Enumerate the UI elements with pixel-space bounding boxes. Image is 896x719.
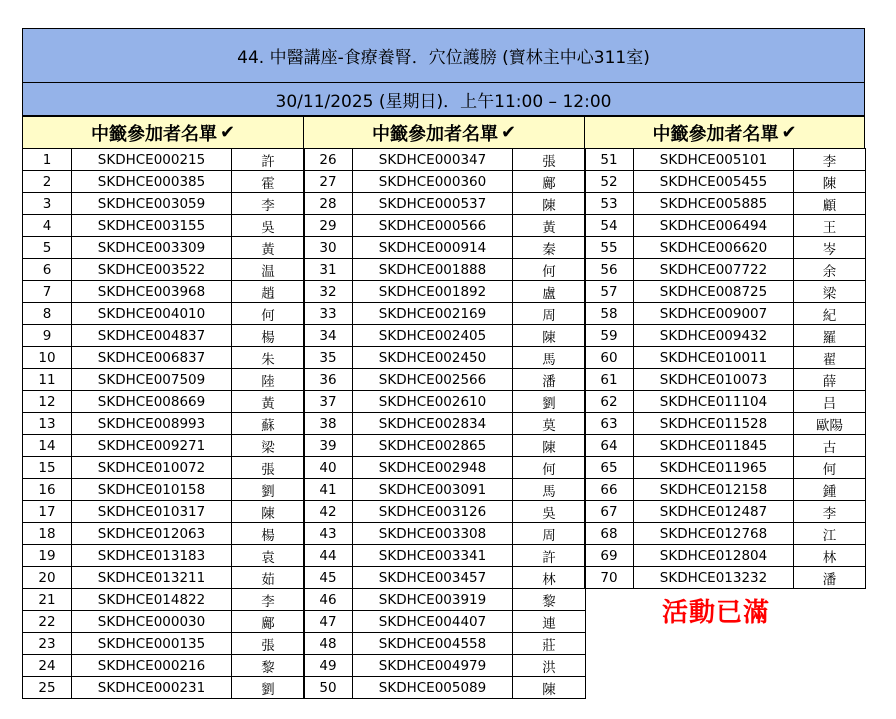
table-row (585, 193, 866, 215)
row-number: 47 (304, 611, 353, 633)
member-surname: 潘 (513, 369, 586, 391)
member-id: SKDHCE011965 (634, 457, 794, 479)
row-number: 68 (585, 523, 634, 545)
member-id: SKDHCE003091 (353, 479, 513, 501)
row-number: 18 (23, 523, 72, 545)
member-surname: 吕 (794, 391, 866, 413)
row-number: 30 (304, 237, 353, 259)
table-row (585, 369, 866, 391)
column-header-1 (22, 116, 304, 149)
table-row (585, 347, 866, 369)
member-id: SKDHCE012063 (72, 523, 232, 545)
member-id: SKDHCE000537 (353, 193, 513, 215)
member-id: SKDHCE008993 (72, 413, 232, 435)
member-id: SKDHCE005101 (634, 149, 794, 171)
member-surname: 黃 (232, 237, 305, 259)
check-mark-icon: ✔ (219, 122, 236, 143)
row-number: 29 (304, 215, 353, 237)
table-row (304, 413, 586, 435)
table-row (23, 479, 305, 501)
event-title: 44. 中醫講座-食療養腎．穴位護膀 (寶林主中心311室) (237, 48, 650, 68)
row-number: 1 (23, 149, 72, 171)
member-surname: 連 (513, 611, 586, 633)
member-surname: 李 (794, 501, 866, 523)
member-surname: 梁 (794, 281, 866, 303)
table-row (304, 237, 586, 259)
member-id: SKDHCE000914 (353, 237, 513, 259)
row-number: 69 (585, 545, 634, 567)
table-row (304, 347, 586, 369)
member-surname: 梁 (232, 435, 305, 457)
member-id: SKDHCE010073 (634, 369, 794, 391)
row-number: 33 (304, 303, 353, 325)
member-id: SKDHCE003309 (72, 237, 232, 259)
member-surname: 秦 (513, 237, 586, 259)
row-number: 60 (585, 347, 634, 369)
member-surname: 袁 (232, 545, 305, 567)
column-header-2 (303, 116, 585, 149)
row-number: 66 (585, 479, 634, 501)
member-id: SKDHCE000231 (72, 677, 232, 699)
table-row (304, 655, 586, 677)
member-surname: 吳 (232, 215, 305, 237)
row-number: 11 (23, 369, 72, 391)
table-row (23, 193, 305, 215)
table-row (304, 457, 586, 479)
member-surname: 薛 (794, 369, 866, 391)
member-id: SKDHCE003308 (353, 523, 513, 545)
table-row (585, 545, 866, 567)
column-header-label: 中籤參加者名單 (371, 123, 498, 145)
member-surname: 朱 (232, 347, 305, 369)
row-number: 70 (585, 567, 634, 589)
row-number: 43 (304, 523, 353, 545)
member-surname: 莊 (513, 633, 586, 655)
member-surname: 紀 (794, 303, 866, 325)
member-surname: 張 (513, 149, 586, 171)
table-row (23, 149, 305, 171)
table-row (23, 259, 305, 281)
member-id: SKDHCE001888 (353, 259, 513, 281)
member-surname: 劉 (232, 677, 305, 699)
table-row (23, 303, 305, 325)
row-number: 17 (23, 501, 72, 523)
row-number: 62 (585, 391, 634, 413)
table-row (23, 545, 305, 567)
table-row (304, 435, 586, 457)
row-number: 50 (304, 677, 353, 699)
table-row (304, 259, 586, 281)
member-surname: 黎 (513, 589, 586, 611)
member-surname: 劉 (513, 391, 586, 413)
table-row (23, 347, 305, 369)
table-row (23, 523, 305, 545)
row-number: 41 (304, 479, 353, 501)
row-number: 57 (585, 281, 634, 303)
row-number: 15 (23, 457, 72, 479)
member-surname: 岑 (794, 237, 866, 259)
row-number: 24 (23, 655, 72, 677)
member-surname: 余 (794, 259, 866, 281)
member-surname: 鍾 (794, 479, 866, 501)
member-id: SKDHCE002566 (353, 369, 513, 391)
member-surname: 江 (794, 523, 866, 545)
table-row (304, 369, 586, 391)
row-number: 38 (304, 413, 353, 435)
member-id: SKDHCE000360 (353, 171, 513, 193)
member-surname: 陸 (232, 369, 305, 391)
row-number: 13 (23, 413, 72, 435)
member-id: SKDHCE013183 (72, 545, 232, 567)
table-row (304, 589, 586, 611)
row-number: 36 (304, 369, 353, 391)
event-title-banner (22, 28, 865, 83)
member-surname: 古 (794, 435, 866, 457)
event-date: 30/11/2025 (星期日)．上午11:00 – 12:00 (275, 91, 612, 112)
member-surname: 陳 (513, 435, 586, 457)
member-id: SKDHCE000030 (72, 611, 232, 633)
member-id: SKDHCE008669 (72, 391, 232, 413)
member-surname: 馬 (513, 479, 586, 501)
row-number: 42 (304, 501, 353, 523)
table-row (304, 193, 586, 215)
member-surname: 周 (513, 303, 586, 325)
table-row (23, 589, 305, 611)
table-row (304, 633, 586, 655)
member-surname: 羅 (794, 325, 866, 347)
table-row (304, 523, 586, 545)
table-row (23, 655, 305, 677)
member-id: SKDHCE014822 (72, 589, 232, 611)
row-number: 39 (304, 435, 353, 457)
row-number: 56 (585, 259, 634, 281)
row-number: 35 (304, 347, 353, 369)
member-id: SKDHCE003457 (353, 567, 513, 589)
member-id: SKDHCE005089 (353, 677, 513, 699)
member-surname: 李 (232, 193, 305, 215)
member-surname: 何 (513, 259, 586, 281)
table-row (23, 457, 305, 479)
member-id: SKDHCE000215 (72, 149, 232, 171)
row-number: 45 (304, 567, 353, 589)
table-row (585, 171, 866, 193)
row-number: 28 (304, 193, 353, 215)
row-number: 8 (23, 303, 72, 325)
member-surname: 黃 (513, 215, 586, 237)
member-id: SKDHCE003919 (353, 589, 513, 611)
column-header-3 (584, 116, 865, 149)
table-row (585, 501, 866, 523)
member-surname: 陳 (513, 325, 586, 347)
member-id: SKDHCE007722 (634, 259, 794, 281)
row-number: 67 (585, 501, 634, 523)
member-surname: 茹 (232, 567, 305, 589)
member-id: SKDHCE010317 (72, 501, 232, 523)
row-number: 10 (23, 347, 72, 369)
member-id: SKDHCE004407 (353, 611, 513, 633)
row-number: 22 (23, 611, 72, 633)
table-row (304, 325, 586, 347)
table-row (304, 501, 586, 523)
member-id: SKDHCE013232 (634, 567, 794, 589)
member-surname: 楊 (232, 523, 305, 545)
member-surname: 林 (794, 545, 866, 567)
check-mark-icon: ✔ (781, 122, 797, 143)
member-surname: 張 (232, 457, 305, 479)
member-id: SKDHCE002169 (353, 303, 513, 325)
member-id: SKDHCE010072 (72, 457, 232, 479)
member-surname: 趙 (232, 281, 305, 303)
table-row (23, 281, 305, 303)
row-number: 53 (585, 193, 634, 215)
check-mark-icon: ✔ (500, 122, 517, 143)
member-surname: 楊 (232, 325, 305, 347)
member-id: SKDHCE002450 (353, 347, 513, 369)
table-row (304, 215, 586, 237)
row-number: 25 (23, 677, 72, 699)
table-row (23, 237, 305, 259)
table-row (23, 369, 305, 391)
row-number: 19 (23, 545, 72, 567)
table-row (585, 303, 866, 325)
member-id: SKDHCE003968 (72, 281, 232, 303)
member-id: SKDHCE004010 (72, 303, 232, 325)
row-number: 64 (585, 435, 634, 457)
member-surname: 王 (794, 215, 866, 237)
row-number: 65 (585, 457, 634, 479)
member-id: SKDHCE003522 (72, 259, 232, 281)
table-row (23, 413, 305, 435)
member-id: SKDHCE001892 (353, 281, 513, 303)
member-surname: 何 (794, 457, 866, 479)
row-number: 23 (23, 633, 72, 655)
member-id: SKDHCE012158 (634, 479, 794, 501)
row-number: 9 (23, 325, 72, 347)
row-number: 6 (23, 259, 72, 281)
row-number: 3 (23, 193, 72, 215)
table-row (585, 237, 866, 259)
member-surname: 温 (232, 259, 305, 281)
member-id: SKDHCE013211 (72, 567, 232, 589)
member-id: SKDHCE011528 (634, 413, 794, 435)
member-surname: 鄺 (232, 611, 305, 633)
member-id: SKDHCE008725 (634, 281, 794, 303)
roster-table-2 (303, 148, 586, 699)
table-row (585, 567, 866, 589)
table-row (23, 435, 305, 457)
member-surname: 盧 (513, 281, 586, 303)
member-id: SKDHCE011845 (634, 435, 794, 457)
table-row (304, 545, 586, 567)
table-row (23, 171, 305, 193)
member-surname: 黃 (232, 391, 305, 413)
row-number: 7 (23, 281, 72, 303)
row-number: 44 (304, 545, 353, 567)
row-number: 5 (23, 237, 72, 259)
table-row (304, 303, 586, 325)
table-row (304, 677, 586, 699)
member-surname: 顧 (794, 193, 866, 215)
member-surname: 翟 (794, 347, 866, 369)
member-id: SKDHCE000216 (72, 655, 232, 677)
roster-table-1 (22, 148, 305, 699)
table-row (304, 567, 586, 589)
table-row (23, 567, 305, 589)
row-number: 20 (23, 567, 72, 589)
member-surname: 張 (232, 633, 305, 655)
column-header-label: 中籤參加者名單 (652, 123, 779, 145)
table-row (304, 611, 586, 633)
member-id: SKDHCE003155 (72, 215, 232, 237)
member-id: SKDHCE007509 (72, 369, 232, 391)
member-id: SKDHCE000385 (72, 171, 232, 193)
table-row (23, 677, 305, 699)
member-surname: 馬 (513, 347, 586, 369)
member-surname: 何 (232, 303, 305, 325)
member-id: SKDHCE002948 (353, 457, 513, 479)
member-id: SKDHCE002405 (353, 325, 513, 347)
member-id: SKDHCE006837 (72, 347, 232, 369)
table-row (585, 325, 866, 347)
table-row (585, 413, 866, 435)
member-surname: 李 (794, 149, 866, 171)
table-row (304, 281, 586, 303)
member-surname: 陳 (513, 193, 586, 215)
row-number: 51 (585, 149, 634, 171)
row-number: 21 (23, 589, 72, 611)
row-number: 59 (585, 325, 634, 347)
member-id: SKDHCE002865 (353, 435, 513, 457)
member-id: SKDHCE003341 (353, 545, 513, 567)
member-surname: 何 (513, 457, 586, 479)
member-surname: 許 (513, 545, 586, 567)
member-id: SKDHCE009432 (634, 325, 794, 347)
event-date-banner (22, 82, 865, 116)
member-surname: 蘇 (232, 413, 305, 435)
member-id: SKDHCE002610 (353, 391, 513, 413)
row-number: 48 (304, 633, 353, 655)
row-number: 37 (304, 391, 353, 413)
member-surname: 洪 (513, 655, 586, 677)
table-row (23, 215, 305, 237)
member-surname: 莫 (513, 413, 586, 435)
member-surname: 陳 (513, 677, 586, 699)
member-id: SKDHCE009271 (72, 435, 232, 457)
member-surname: 歐陽 (794, 413, 866, 435)
row-number: 27 (304, 171, 353, 193)
table-row (304, 171, 586, 193)
member-id: SKDHCE004979 (353, 655, 513, 677)
activity-full-notice: 活動已滿 (662, 598, 771, 628)
member-id: SKDHCE004837 (72, 325, 232, 347)
member-id: SKDHCE002834 (353, 413, 513, 435)
table-row (585, 215, 866, 237)
table-row (23, 391, 305, 413)
member-id: SKDHCE000135 (72, 633, 232, 655)
roster-table-3 (584, 148, 866, 589)
table-row (585, 479, 866, 501)
member-id: SKDHCE006620 (634, 237, 794, 259)
member-id: SKDHCE000566 (353, 215, 513, 237)
member-surname: 陳 (794, 171, 866, 193)
table-row (304, 149, 586, 171)
row-number: 54 (585, 215, 634, 237)
member-surname: 吳 (513, 501, 586, 523)
member-surname: 劉 (232, 479, 305, 501)
member-surname: 李 (232, 589, 305, 611)
row-number: 61 (585, 369, 634, 391)
row-number: 52 (585, 171, 634, 193)
table-row (304, 391, 586, 413)
member-surname: 黎 (232, 655, 305, 677)
row-number: 49 (304, 655, 353, 677)
row-number: 40 (304, 457, 353, 479)
row-number: 34 (304, 325, 353, 347)
member-surname: 林 (513, 567, 586, 589)
table-row (585, 259, 866, 281)
row-number: 2 (23, 171, 72, 193)
row-number: 12 (23, 391, 72, 413)
member-id: SKDHCE003059 (72, 193, 232, 215)
row-number: 46 (304, 589, 353, 611)
row-number: 31 (304, 259, 353, 281)
member-surname: 潘 (794, 567, 866, 589)
row-number: 55 (585, 237, 634, 259)
member-surname: 許 (232, 149, 305, 171)
member-id: SKDHCE012804 (634, 545, 794, 567)
member-id: SKDHCE009007 (634, 303, 794, 325)
member-id: SKDHCE010011 (634, 347, 794, 369)
row-number: 58 (585, 303, 634, 325)
row-number: 16 (23, 479, 72, 501)
member-id: SKDHCE012768 (634, 523, 794, 545)
table-row (585, 523, 866, 545)
table-row (585, 149, 866, 171)
member-surname: 周 (513, 523, 586, 545)
member-id: SKDHCE000347 (353, 149, 513, 171)
table-row (23, 611, 305, 633)
member-id: SKDHCE011104 (634, 391, 794, 413)
member-id: SKDHCE005885 (634, 193, 794, 215)
member-id: SKDHCE006494 (634, 215, 794, 237)
table-row (585, 457, 866, 479)
row-number: 63 (585, 413, 634, 435)
row-number: 14 (23, 435, 72, 457)
member-surname: 陳 (232, 501, 305, 523)
table-row (585, 281, 866, 303)
table-row (585, 391, 866, 413)
table-row (304, 479, 586, 501)
table-row (23, 325, 305, 347)
member-surname: 鄺 (513, 171, 586, 193)
member-id: SKDHCE005455 (634, 171, 794, 193)
column-header-label: 中籤參加者名單 (90, 123, 217, 145)
row-number: 26 (304, 149, 353, 171)
table-row (23, 633, 305, 655)
member-surname: 霍 (232, 171, 305, 193)
table-row (23, 501, 305, 523)
table-row (585, 435, 866, 457)
row-number: 32 (304, 281, 353, 303)
row-number: 4 (23, 215, 72, 237)
member-id: SKDHCE004558 (353, 633, 513, 655)
member-id: SKDHCE012487 (634, 501, 794, 523)
member-id: SKDHCE010158 (72, 479, 232, 501)
member-id: SKDHCE003126 (353, 501, 513, 523)
